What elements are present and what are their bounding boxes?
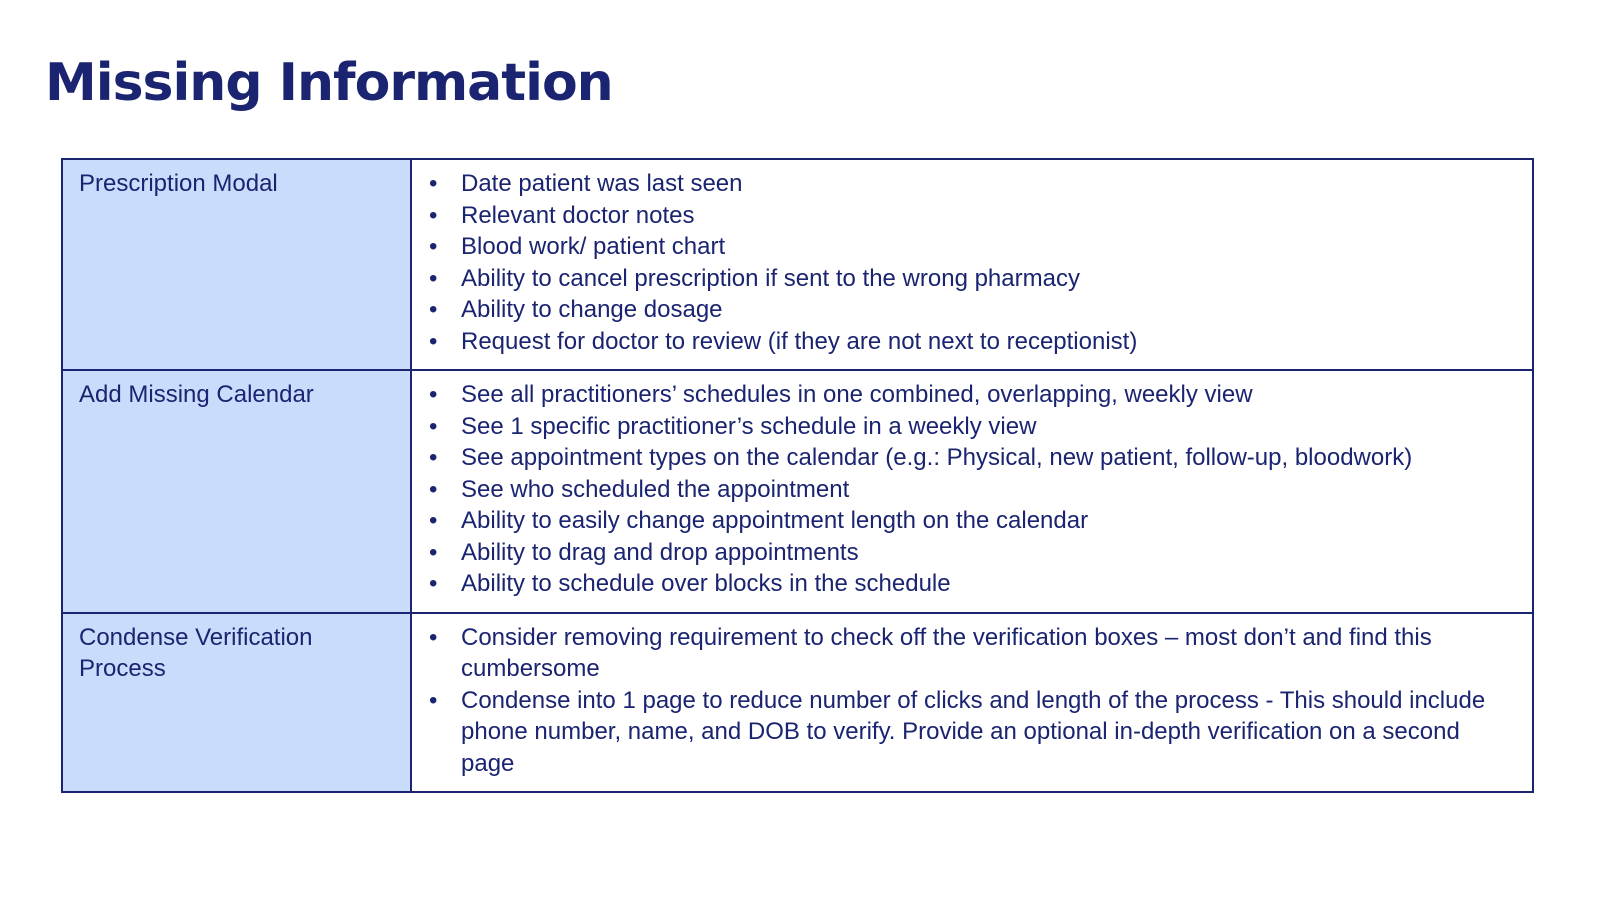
list-item <box>424 568 1514 600</box>
list-item <box>424 442 1514 474</box>
list-item-text: Request for doctor to review (if they are not next to receptionist) <box>461 327 1138 355</box>
list-item <box>424 622 1514 685</box>
list-item-text: See appointment types on the calendar (e.g.: Physical, new patient, follow-up, bloodwork) <box>461 444 1413 471</box>
list-item-text: Ability to cancel prescription if sent to the wrong pharmacy <box>461 264 1080 292</box>
list-item <box>424 411 1514 443</box>
list-item <box>424 263 1514 295</box>
list-item <box>424 474 1514 506</box>
list-item <box>424 505 1514 537</box>
bullet-icon: • <box>429 623 438 651</box>
bullet-icon: • <box>429 201 438 229</box>
row-label: Prescription Modal <box>62 159 411 370</box>
list-item-text: See all practitioners’ schedules in one combined, overlapping, weekly view <box>461 381 1253 408</box>
bullet-icon: • <box>429 264 438 292</box>
list-item <box>424 200 1514 232</box>
bullet-icon: • <box>429 381 438 408</box>
bullet-icon: • <box>429 327 438 355</box>
list-item <box>424 168 1514 200</box>
bullet-icon: • <box>429 233 438 260</box>
bullet-icon: • <box>429 170 438 197</box>
bullet-list <box>424 168 1514 357</box>
list-item <box>424 326 1514 358</box>
list-item-text: Ability to schedule over blocks in the schedule <box>461 570 951 597</box>
bullet-icon: • <box>429 507 438 534</box>
page-title: Missing Information <box>45 53 613 113</box>
bullet-list <box>424 622 1514 780</box>
list-item-text: Consider removing requirement to check off the verification boxes – most don’t and find this cumbersome <box>461 623 1432 682</box>
bullet-icon: • <box>429 475 438 503</box>
row-content <box>411 613 1533 793</box>
list-item-text: See 1 specific practitioner’s schedule in a weekly view <box>461 412 1037 440</box>
row-label: Add Missing Calendar <box>62 370 411 613</box>
missing-information-table <box>61 158 1534 793</box>
list-item <box>424 379 1514 411</box>
list-item-text: Ability to drag and drop appointments <box>461 538 859 566</box>
table-row <box>62 370 1533 613</box>
list-item <box>424 294 1514 326</box>
list-item-text: Blood work/ patient chart <box>461 233 726 260</box>
row-content <box>411 370 1533 613</box>
bullet-icon: • <box>429 538 438 566</box>
list-item <box>424 231 1514 263</box>
table-row <box>62 613 1533 793</box>
row-content <box>411 159 1533 370</box>
list-item-text: Ability to easily change appointment length on the calendar <box>461 507 1089 534</box>
list-item <box>424 685 1514 780</box>
bullet-icon: • <box>429 412 438 440</box>
bullet-list <box>424 379 1514 600</box>
bullet-icon: • <box>429 570 438 597</box>
bullet-icon: • <box>429 686 438 714</box>
list-item-text: Date patient was last seen <box>461 170 743 197</box>
row-label: Condense Verification Process <box>62 613 411 793</box>
list-item-text: Relevant doctor notes <box>461 201 695 229</box>
list-item-text: Condense into 1 page to reduce number of clicks and length of the process - This should include phone number, name, and DOB to verify. Provide an optional in-depth verification on a second page <box>461 686 1486 777</box>
list-item <box>424 537 1514 569</box>
bullet-icon: • <box>429 444 438 471</box>
list-item-text: See who scheduled the appointment <box>461 475 850 503</box>
list-item-text: Ability to change dosage <box>461 296 723 323</box>
bullet-icon: • <box>429 296 438 323</box>
table-row <box>62 159 1533 370</box>
